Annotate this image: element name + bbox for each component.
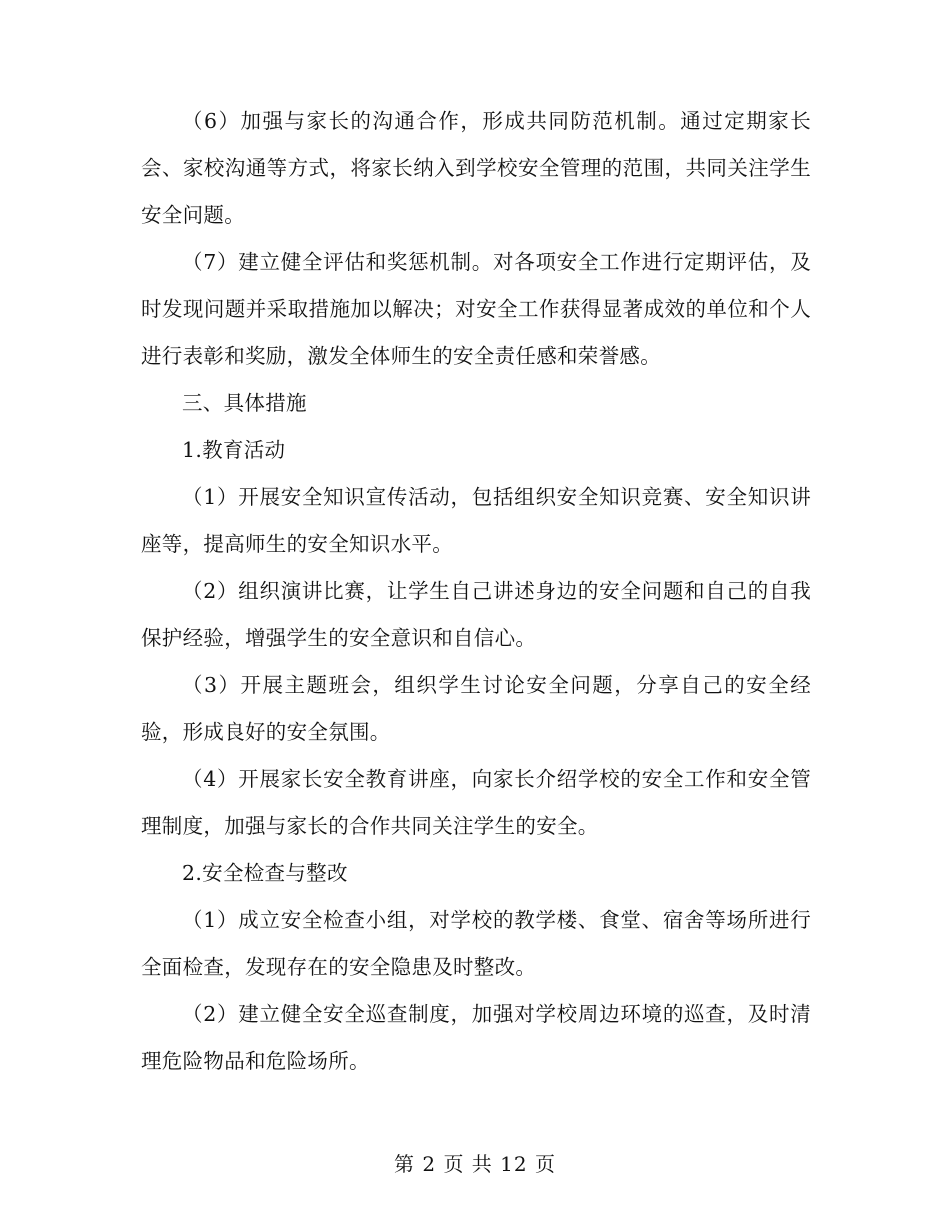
page-footer: 第 2 页 共 12 页 xyxy=(394,1152,556,1176)
paragraph-education-3: （3）开展主题班会，组织学生讨论安全问题，分享自己的安全经验，形成良好的安全氛围。 xyxy=(141,673,811,744)
subsection-heading-education: 1.教育活动 xyxy=(182,438,286,462)
paragraph-education-4: （4）开展家长安全教育讲座，向家长介绍学校的安全工作和安全管理制度，加强与家长的合作共同关注学生的安全。 xyxy=(141,767,811,838)
paragraph-education-2: （2）组织演讲比赛，让学生自己讲述身边的安全问题和自己的自我保护经验，增强学生的安全意识和自信心。 xyxy=(141,579,811,650)
paragraph-inspection-1: （1）成立安全检查小组，对学校的教学楼、食堂、宿舍等场所进行全面检查，发现存在的安全隐患及时整改。 xyxy=(141,908,811,979)
document-body xyxy=(141,98,811,1085)
paragraph-inspection-2: （2）建立健全安全巡查制度，加强对学校周边环境的巡查，及时清理危险物品和危险场所。 xyxy=(141,1002,811,1073)
subsection-heading-inspection: 2.安全检查与整改 xyxy=(182,861,348,885)
section-heading: 三、具体措施 xyxy=(182,391,307,415)
paragraph-item-7: （7）建立健全评估和奖惩机制。对各项安全工作进行定期评估，及时发现问题并采取措施加以解决；对安全工作获得显著成效的单位和个人进行表彰和奖励，激发全体师生的安全责任感和荣誉感。 xyxy=(141,250,811,368)
paragraph-item-6: （6）加强与家长的沟通合作，形成共同防范机制。通过定期家长会、家校沟通等方式，将家长纳入到学校安全管理的范围，共同关注学生安全问题。 xyxy=(141,109,811,227)
paragraph-education-1: （1）开展安全知识宣传活动，包括组织安全知识竞赛、安全知识讲座等，提高师生的安全知识水平。 xyxy=(141,485,811,556)
